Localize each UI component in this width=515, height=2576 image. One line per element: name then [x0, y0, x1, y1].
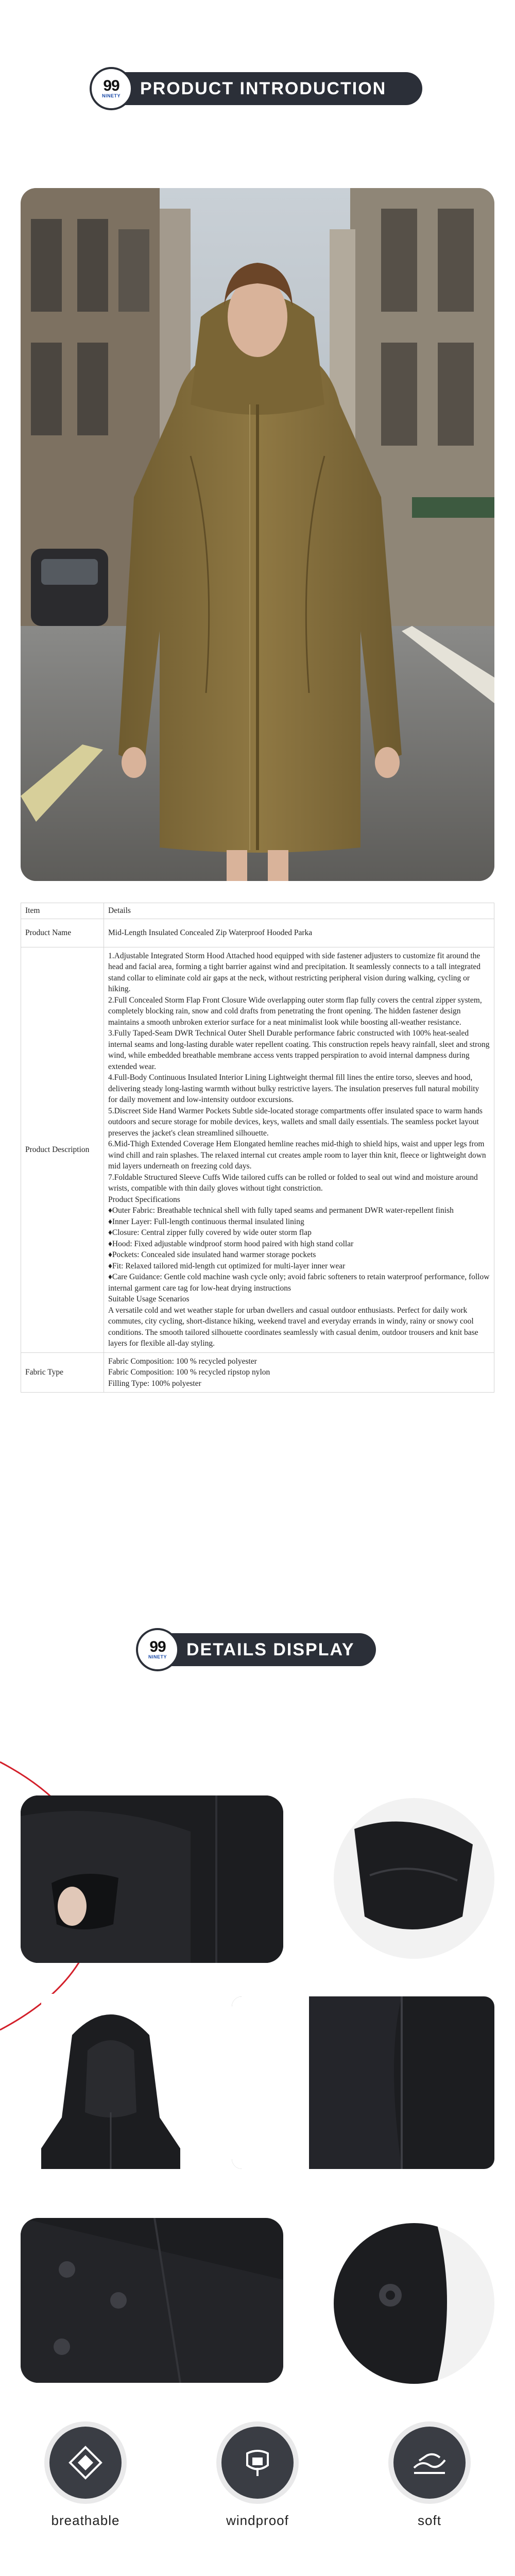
- table-row: [21, 947, 494, 1352]
- description-line: 4.Full-Body Continuous Insulated Interior Lining Lightweight thermal fill lines the entire torso, sleeves and hood, delivering steady long-lasting warmth without bulky restrictive layers. The insulation preserves full natural mobility for daily movement and low-intensity outdoor excursions.: [108, 1073, 479, 1104]
- brand-logo: 99 NINETY: [90, 67, 133, 110]
- description-line: Suitable Usage Scenarios: [108, 1295, 190, 1303]
- feature-soft: soft: [378, 2427, 481, 2528]
- description-line: 2.Full Concealed Storm Flap Front Closure Wide overlapping outer storm flap fully covers the central zipper system, completely blocking rain, snow and cold drafts from penetrating the front opening. The hidden fastener design maintains a smooth unbroken exterior surface for a neat minimalist look while boosting all-weather resistance.: [108, 995, 482, 1027]
- description-line: 3.Fully Taped-Seam DWR Technical Outer Shell Durable performance fabric constructed with 100% heat-sealed internal seams and long-lasting durable water repellent coating. This construction repels heavy rainfall, sleet and strong wind, while embedded breathable membrane access vents trapped perspiration to avoid internal dampness during extended wear.: [108, 1029, 490, 1071]
- feature-breathable: breathable: [34, 2427, 137, 2528]
- description-line: Product Specifications: [108, 1195, 180, 1204]
- description-line: ♦Fit: Relaxed tailored mid-length cut optimized for multi-layer inner wear: [108, 1261, 346, 1270]
- detail-image-collar: [232, 1996, 494, 2169]
- soft-icon: [393, 2427, 466, 2499]
- breathable-icon: [49, 2427, 122, 2499]
- fabric-line: Fabric Composition: 100 % recycled polyester: [108, 1357, 257, 1366]
- table-header-row: [21, 903, 494, 919]
- windproof-icon: [221, 2427, 294, 2499]
- description-line: ♦Care Guidance: Gentle cold machine wash cycle only; avoid fabric softeners to retain waterproof performance, follow internal garment care tag for low-heat drying instructions: [108, 1273, 490, 1293]
- detail-image-snaps: [21, 2218, 283, 2383]
- product-description-label: Product Description: [21, 947, 104, 1352]
- brand-logo: 99 NINETY: [136, 1628, 179, 1671]
- description-line: 7.Foldable Structured Sleeve Cuffs Wide tailored cuffs can be rolled or folded to seal out wind and moisture around wrists, compatible with thin daily gloves without tight constriction.: [108, 1173, 478, 1193]
- detail-image-snap-closeup: [334, 2223, 494, 2384]
- description-line: ♦Pockets: Concealed side insulated hand warmer storage pockets: [108, 1250, 316, 1259]
- description-line: ♦Hood: Fixed adjustable windproof storm hood paired with high stand collar: [108, 1239, 354, 1248]
- detail-image-cuff: [334, 1798, 494, 1959]
- detail-image-hood: [41, 1994, 180, 2169]
- description-line: ♦Inner Layer: Full-length continuous thermal insulated lining: [108, 1217, 304, 1226]
- section-title-product-introduction: 99 NINETY PRODUCT INTRODUCTION: [93, 72, 422, 105]
- fabric-line: Filling Type: 100% polyester: [108, 1379, 201, 1388]
- table-header-details: Details: [104, 903, 494, 919]
- product-spec-table: [21, 903, 494, 1393]
- description-line: ♦Outer Fabric: Breathable technical shell with fully taped seams and permanent DWR water-repellent finish: [108, 1206, 454, 1215]
- product-description-value: [104, 947, 494, 1352]
- table-row: [21, 1352, 494, 1393]
- section-title-details-display: 99 NINETY DETAILS DISPLAY: [139, 1633, 376, 1666]
- product-hero-image: [21, 188, 494, 881]
- product-name-label: Product Name: [21, 919, 104, 947]
- table-header-item: Item: [21, 903, 104, 919]
- description-line: ♦Closure: Central zipper fully covered by wide outer storm flap: [108, 1228, 312, 1237]
- description-line: 1.Adjustable Integrated Storm Hood Attached hood equipped with side fastener adjusters to customize fit around the head and facial area, forming a tight barrier against wind and precipitation. It seamlessly connects to a tall integrated stand collar to eliminate cold air gaps at the neck, without restricting peripheral vision during walking, cycling or hiking.: [108, 951, 481, 993]
- description-line: 6.Mid-Thigh Extended Coverage Hem Elongated hemline reaches mid-thigh to shield hips, waist and upper legs from wind chill and rain splashes. The relaxed internal cut creates ample room to layer thin knit, fleece or lightweight down mid layers underneath on freezing cold days.: [108, 1140, 486, 1171]
- table-row: [21, 919, 494, 947]
- description-line: A versatile cold and wet weather staple for urban dwellers and casual outdoor enthusiasts. Perfect for daily work commutes, city cycling, short-distance hiking, weekend travel and everyday errands in windy, rainy or snowy cool conditions. The smooth tailored silhouette coordinates seamlessly with casual denim, outdoor trousers and knit base layers for flexible all-day styling.: [108, 1306, 478, 1348]
- description-line: 5.Discreet Side Hand Warmer Pockets Subtle side-located storage compartments offer insulated space to warm hands outdoors and secure storage for mobile devices, keys, wallets and small daily essentials. The seamless pocket layout preserves the jacket's clean streamlined silhouette.: [108, 1106, 483, 1138]
- product-name-value: Mid-Length Insulated Concealed Zip Waterproof Hooded Parka: [104, 919, 494, 947]
- fabric-type-value: [104, 1352, 494, 1393]
- fabric-type-label: Fabric Type: [21, 1352, 104, 1393]
- feature-windproof: windproof: [206, 2427, 309, 2528]
- detail-image-pocket: [21, 1795, 283, 1963]
- fabric-line: Fabric Composition: 100 % recycled ripstop nylon: [108, 1368, 270, 1377]
